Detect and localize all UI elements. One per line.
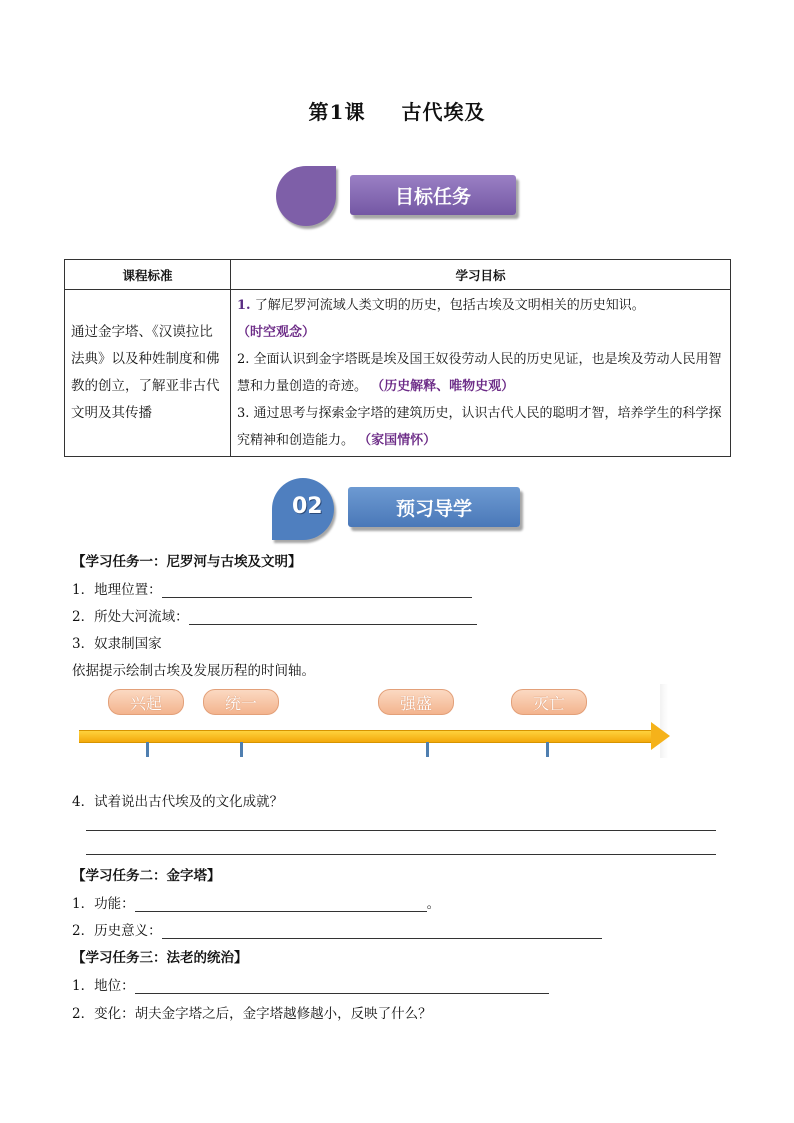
question-label: 2．所处大河流域： bbox=[72, 609, 189, 625]
goal-tag: （时空观念） bbox=[237, 325, 316, 340]
goal-text: 全面认识到金字塔既是埃及国王奴役劳动人民的历史见证，也是埃及劳动人民用智慧和力量创造的奇迹。 bbox=[237, 352, 722, 394]
task1-q1 bbox=[72, 578, 472, 598]
answer-line[interactable] bbox=[162, 924, 602, 939]
task1-q2 bbox=[72, 605, 477, 625]
banner-bar: 目标任务 bbox=[350, 175, 516, 215]
goal-number: 2. bbox=[237, 352, 250, 367]
goal-number: 1. bbox=[237, 298, 251, 313]
banner-bar: 预习导学 bbox=[348, 487, 520, 527]
page-title bbox=[0, 96, 794, 125]
goal-text: 了解尼罗河流域人类文明的历史，包括古埃及文明相关的历史知识。 bbox=[254, 298, 645, 313]
timeline-prompt: 依据提示绘制古埃及发展历程的时间轴。 bbox=[72, 663, 315, 679]
question-label: 2．历史意义： bbox=[72, 923, 162, 939]
timeline-tick bbox=[146, 742, 149, 757]
timeline-label-rise: 兴起 bbox=[108, 689, 184, 715]
answer-line[interactable] bbox=[86, 854, 716, 855]
question-label: 1．地理位置： bbox=[72, 582, 162, 598]
answer-line[interactable] bbox=[86, 830, 716, 831]
standard-line: 教的创立，了解亚非古代 bbox=[71, 378, 220, 394]
goal-text: 通过思考与探索金字塔的建筑历史，认识古代人民的聪明才智，培养学生的科学探究精神和创造能力。 bbox=[237, 406, 722, 448]
table-header-standard: 课程标准 bbox=[65, 260, 231, 290]
timeline-label-prosper: 强盛 bbox=[378, 689, 454, 715]
standards-table bbox=[64, 259, 731, 457]
banner-disc bbox=[276, 166, 336, 226]
task3-heading: 【学习任务三：法老的统治】 bbox=[72, 950, 248, 966]
goal-item bbox=[237, 400, 724, 454]
section-banner-preview bbox=[272, 478, 524, 540]
timeline-label-fall: 灭亡 bbox=[511, 689, 587, 715]
table-header-row bbox=[65, 260, 731, 290]
answer-line[interactable] bbox=[189, 610, 477, 625]
standard-line: 文明及其传播 bbox=[71, 405, 152, 421]
task2-q1 bbox=[72, 892, 440, 912]
lesson-name: 古代埃及 bbox=[401, 100, 486, 124]
task1-q4: 4．试着说出古代埃及的文化成就？ bbox=[72, 794, 284, 810]
task3-q1 bbox=[72, 974, 549, 994]
question-end: 。 bbox=[426, 896, 441, 912]
timeline-arrow-bar bbox=[79, 730, 652, 743]
timeline-label-unify: 统一 bbox=[203, 689, 279, 715]
answer-line[interactable] bbox=[162, 583, 472, 598]
task2-heading: 【学习任务二：金字塔】 bbox=[72, 868, 221, 884]
lesson-number: 第1课 bbox=[308, 100, 366, 124]
timeline-tick bbox=[426, 742, 429, 757]
task3-q2: 2．变化：胡夫金字塔之后，金字塔越修越小，反映了什么？ bbox=[72, 1006, 432, 1022]
goal-number: 3. bbox=[237, 406, 250, 421]
goal-item bbox=[237, 292, 724, 346]
goal-tag: （历史解释、唯物史观） bbox=[371, 379, 515, 394]
goal-item bbox=[237, 346, 724, 400]
timeline-tick bbox=[546, 742, 549, 757]
section-banner-goals bbox=[276, 166, 521, 228]
standard-line: 法典》以及种姓制度和佛 bbox=[71, 351, 220, 367]
task1-heading: 【学习任务一：尼罗河与古埃及文明】 bbox=[72, 554, 302, 570]
goals-cell bbox=[231, 290, 731, 457]
table-header-goals: 学习目标 bbox=[231, 260, 731, 290]
standard-line: 通过金字塔、《汉谟拉比 bbox=[71, 324, 213, 340]
timeline-arrow-head bbox=[651, 722, 670, 750]
timeline-tick bbox=[240, 742, 243, 757]
answer-line[interactable] bbox=[135, 979, 549, 994]
goal-tag: （家国情怀） bbox=[358, 433, 437, 448]
standard-cell bbox=[65, 290, 231, 457]
question-label: 1．功能： bbox=[72, 896, 135, 912]
table-row bbox=[65, 290, 731, 457]
task1-q3: 3．奴隶制国家 bbox=[72, 636, 162, 652]
answer-line[interactable] bbox=[135, 897, 427, 912]
question-label: 1．地位： bbox=[72, 978, 135, 994]
task2-q2 bbox=[72, 919, 602, 939]
banner-disc-number: 02 bbox=[292, 494, 323, 519]
